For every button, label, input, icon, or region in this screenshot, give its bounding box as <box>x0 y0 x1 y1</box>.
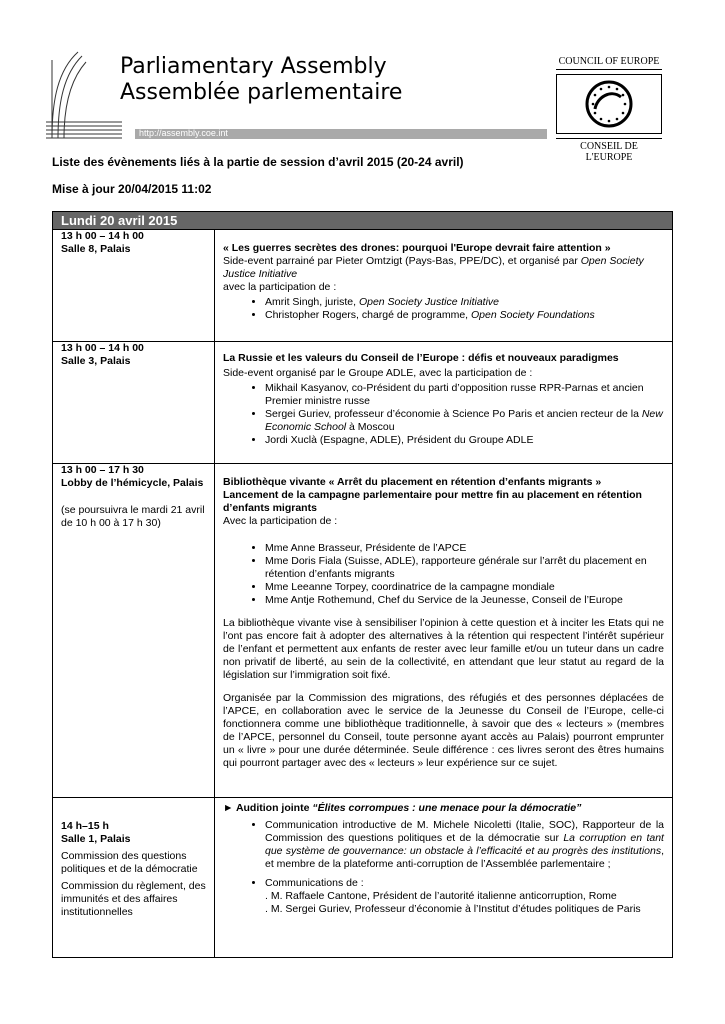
item-text: , et membre de la plateforme anti-corruption de l’Assemblée parlementaire ; <box>265 845 664 870</box>
event-subtitle: Lancement de la campagne parlementaire pour mettre fin au placement en rétention d’enfants migrants <box>223 489 642 514</box>
event-note: (se poursuivra le mardi 21 avril de 10 h 00 à 17 h 30) <box>61 504 205 529</box>
participant-item <box>265 309 664 322</box>
event-title: « Les guerres secrètes des drones: pourquoi l'Europe devrait faire attention » <box>223 242 611 254</box>
participant-item <box>265 408 664 434</box>
coe-logo <box>556 56 662 163</box>
event-details-cell <box>215 464 673 798</box>
event-time: 13 h 00 – 17 h 30 <box>61 464 144 476</box>
event-organizer: Commission des questions politiques et de la démocratie <box>61 850 198 875</box>
event-time: 14 h–15 h <box>61 820 109 832</box>
event-time-cell <box>53 464 215 798</box>
event-organizer: Commission du règlement, des immunités et des affaires institutionnelles <box>61 880 206 918</box>
participant-list <box>223 296 664 322</box>
participant-list <box>223 542 664 607</box>
participant-item: • Mme Anne Brasseur, Présidente de l’APCE <box>265 542 664 555</box>
speaker-line: . M. Sergei Guriev, Professeur d’économie à l’Institut d’études politiques de Paris <box>265 903 641 915</box>
assembly-title <box>120 54 402 106</box>
event-participation: avec la participation de : <box>223 281 337 293</box>
item-text: Communication introductive de M. Michele Nicoletti (Italie, SOC), Rapporteur de la Commission des questions politiques et de la démocratie sur <box>265 819 664 844</box>
participant-name: Christopher Rogers, chargé de programme, <box>265 309 472 321</box>
event-description <box>223 255 664 281</box>
coe-emblem-icon <box>557 75 661 133</box>
participant-name: Amrit Singh, juriste, <box>265 296 359 308</box>
event-time: 13 h 00 – 14 h 00 <box>61 230 144 242</box>
participant-item: • Mme Doris Fiala (Suisse, ADLE), rapporteure générale sur l’arrêt du placement en rétention d’enfants migrants <box>265 555 664 581</box>
participant-org: Open Society Foundations <box>471 309 595 321</box>
title-fr: Assemblée parlementaire <box>120 80 403 105</box>
participant-list <box>223 382 664 447</box>
participant-item: • Mikhail Kasyanov, co-Président du parti d’opposition russe RPR-Parnas et ancien Premier ministre russe <box>265 382 664 408</box>
coe-name-fr: CONSEIL DE L'EUROPE <box>556 138 662 163</box>
assembly-url[interactable]: http://assembly.coe.int <box>139 128 228 138</box>
document-title: Liste des évènements liés à la partie de session d’avril 2015 (20-24 avril) <box>52 155 464 169</box>
coe-name-en: COUNCIL OF EUROPE <box>556 56 662 70</box>
event-paragraph: Organisée par la Commission des migrations, des réfugiés et des personnes déplacées de l’APCE, en collaboration avec le service de la Jeunesse du Conseil de l’Europe, celle-ci fonctionnera comme une bibliothèque traditionnelle, à savoir que des « lecteurs » (membres de l’APCE, personnel du Conseil, toute personne ayant accès au Palais) pourront emprunter un « livre » pour une durée déterminée. Seule différence : ces livres seront des êtres humains qui pourront partager avec des « lecteurs » leur expérience sur ce sujet. <box>223 692 664 769</box>
participant-place: à Moscou <box>346 421 395 433</box>
desc-org: Open Society Justice Initiative <box>223 255 644 280</box>
title-en: Parliamentary Assembly <box>120 54 387 79</box>
event-title: La Russie et les valeurs du Conseil de l’Europe : défis et nouveaux paradigmes <box>223 352 619 364</box>
event-time-cell <box>53 342 215 464</box>
event-room: Lobby de l’hémicycle, Palais <box>61 477 204 489</box>
event-paragraph: La bibliothèque vivante vise à sensibiliser l’opinion à cette question et à inciter les Etats qui ne l’ont pas encore fait à adopter des alternatives à la rétention qui respectent l’intérêt supérieur de l’enfant et permettent aux enfants de rester avec leur famille et/ou un tuteur dans un cadre non privatif de liberté, au sein de la collectivité, en attendant que leur statut au regard de la législation sur l’immigration soit fixé. <box>223 617 664 681</box>
event-description: Side-event organisé par le Groupe ADLE, avec la participation de : <box>223 367 533 379</box>
event-time-cell <box>53 230 215 342</box>
event-time: 13 h 00 – 14 h 00 <box>61 342 144 354</box>
event-room: Salle 1, Palais <box>61 833 131 845</box>
participant-org: New Economic School <box>265 408 663 433</box>
arrow-icon: ► <box>223 802 234 814</box>
day-label: Lundi 20 avril 2015 <box>53 212 673 230</box>
assembly-logo-icon <box>44 50 124 140</box>
title-text: Audition jointe <box>235 802 313 814</box>
event-details-cell <box>215 342 673 464</box>
url-bar <box>135 129 547 139</box>
event-participation: Avec la participation de : <box>223 515 338 527</box>
event-time-cell <box>53 798 215 958</box>
title-quote: “Élites corrompues : une menace pour la démocratie” <box>312 802 582 814</box>
coe-emblem <box>556 74 662 134</box>
update-timestamp: Mise à jour 20/04/2015 11:02 <box>52 182 212 196</box>
events-table <box>52 211 673 958</box>
report-title: La corruption en tant que système de gouvernance: un obstacle à l’efficacité et au progrès des institutions <box>265 832 664 857</box>
event-details-cell <box>215 230 673 342</box>
desc-text: Side-event parrainé par Pieter Omtzigt (Pays-Bas, PPE/DC), et organisé par <box>223 255 581 267</box>
participant-item: • Mme Leeanne Torpey, coordinatrice de la campagne mondiale <box>265 581 664 594</box>
participant-org: Open Society Justice Initiative <box>358 296 500 308</box>
event-title: Bibliothèque vivante « Arrêt du placement en rétention d’enfants migrants » <box>223 476 602 488</box>
event-row <box>53 798 673 958</box>
speaker-line: . M. Raffaele Cantone, Président de l’autorité italienne anticorruption, Rome <box>265 890 617 902</box>
participant-item: • Jordi Xuclà (Espagne, ADLE), Président du Groupe ADLE <box>265 434 664 447</box>
participant-name: Sergei Guriev, professeur d’économie à Science Po Paris et ancien recteur de la <box>265 408 642 420</box>
day-header-row <box>53 212 673 230</box>
participant-item <box>265 296 664 309</box>
item-text: Communications de : <box>265 877 364 889</box>
participant-item <box>265 877 664 916</box>
event-row <box>53 230 673 342</box>
event-title <box>223 802 664 815</box>
participant-item: • Mme Antje Rothemund, Chef du Service de la Jeunesse, Conseil de l’Europe <box>265 594 664 607</box>
participant-list <box>223 819 664 916</box>
event-room: Salle 8, Palais <box>61 243 131 255</box>
participant-item <box>265 819 664 871</box>
event-room: Salle 3, Palais <box>61 355 131 367</box>
event-row <box>53 342 673 464</box>
event-details-cell <box>215 798 673 958</box>
event-row <box>53 464 673 798</box>
